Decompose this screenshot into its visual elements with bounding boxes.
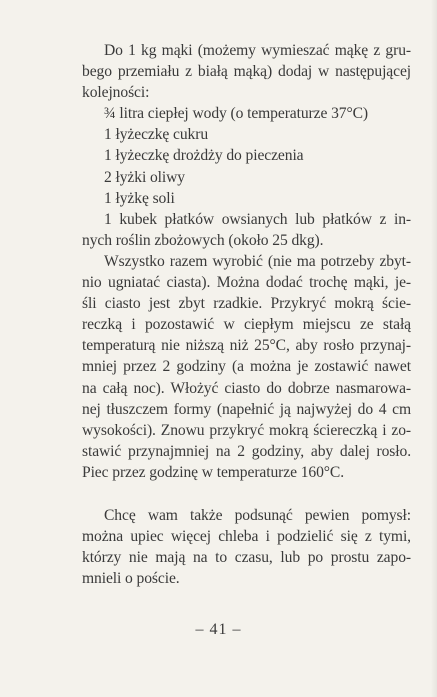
text-line: bego przemiału z białą mąką) dodaj w następującej — [82, 63, 411, 81]
ingredient-item: ¾ litra ciepłej wody (o temperaturze 37°C) — [104, 105, 369, 123]
text-line: mniej przez 2 godziny (a można je zostawić nawet — [82, 358, 411, 376]
text-line: Piec przez godzinę w temperaturze 160°C. — [82, 463, 345, 481]
page-edge-shadow — [431, 0, 437, 697]
ingredient-item: 1 kubek płatków owsianych lub płatków z in- — [104, 210, 411, 228]
text-line: na całą noc). Włożyć ciasto do dobrze nasmarowa- — [82, 379, 411, 397]
text-line: Do 1 kg mąki (możemy wymieszać mąkę z gru- — [104, 42, 411, 59]
text-line: śli ciasto jest zbyt rzadkie. Przykryć mokrą ście- — [82, 295, 411, 313]
text-line: wysokości). Znowu przykryć mokrą ściereczką i zo- — [82, 421, 411, 439]
text-line: reczką i pozostawić w ciepłym miejscu ze stałą — [82, 316, 411, 334]
text-line: nej tłuszczem formy (napełnić ją najwyżej do 4 cm — [82, 400, 411, 418]
text-line: mnieli o poście. — [82, 570, 180, 588]
ingredient-item: 1 łyżkę soli — [104, 189, 175, 207]
text-line: kolejności: — [82, 84, 150, 102]
ingredient-list — [82, 103, 411, 251]
paragraph-closing — [82, 505, 411, 589]
page-number: – 41 – — [195, 621, 242, 638]
ingredient-item: 1 łyżeczkę cukru — [104, 126, 209, 144]
text-line: temperaturą nie niższą niż 25°C, aby rosło przynaj- — [82, 337, 411, 355]
text-line: Wszystko razem wyrobić (nie ma potrzeby zbyt- — [104, 252, 411, 270]
paragraph-instructions — [82, 251, 411, 483]
ingredient-item: 2 łyżki oliwy — [104, 168, 185, 186]
ingredient-item: 1 łyżeczkę drożdży do pieczenia — [104, 147, 304, 165]
paragraph-gap — [82, 483, 411, 505]
paragraph-intro — [82, 40, 411, 103]
text-line: którzy nie mają na to czasu, lub po prostu zapo- — [82, 549, 411, 567]
text-line: Chcę wam także podsunąć pewien pomysł: — [104, 506, 411, 524]
text-line: można upiec więcej chleba i podzielić się z tymi, — [82, 528, 411, 546]
ingredient-item: nych roślin zbożowych (około 25 dkg). — [82, 231, 324, 249]
text-line: stawić przynajmniej na 2 godziny, aby dalej rosło. — [82, 442, 411, 460]
text-line: nio ugniatać ciasta). Można dodać trochę mąki, je- — [82, 274, 411, 292]
